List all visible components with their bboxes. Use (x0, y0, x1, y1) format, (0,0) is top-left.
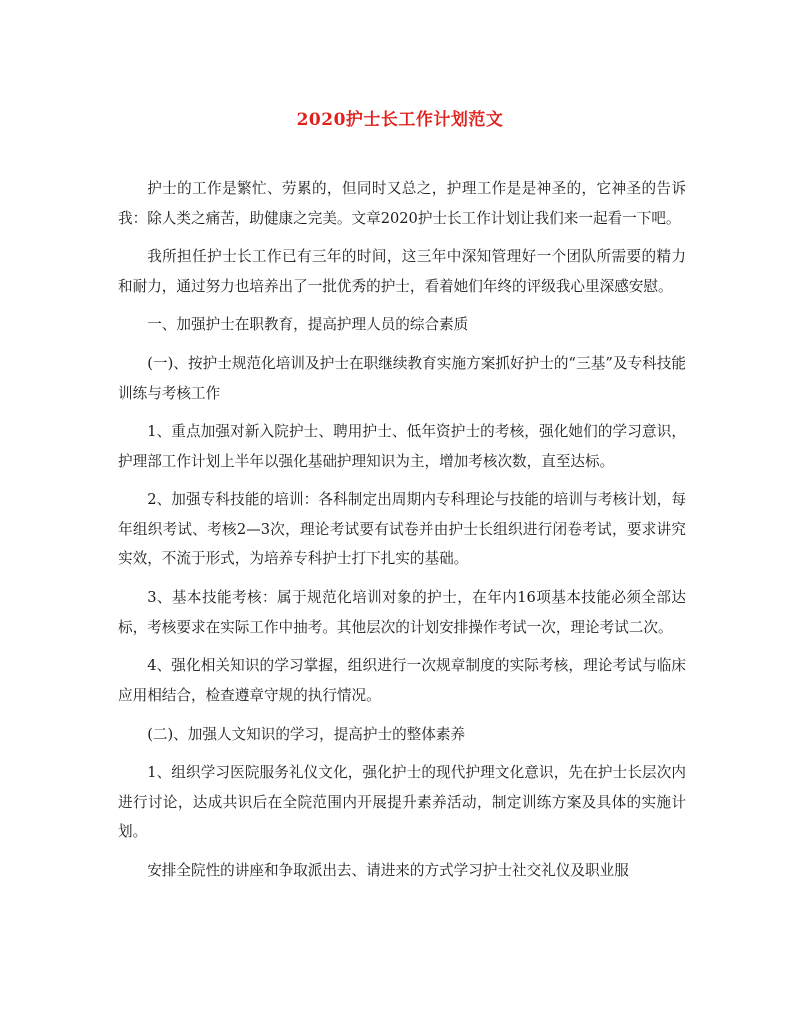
list-item-5: 1、组织学习医院服务礼仪文化，强化护士的现代护理文化意识，先在护士长层次内进行讨论，达成共识后在全院范围内开展提升素养活动，制定训练方案及具体的实施计划。 (118, 764, 686, 841)
list-item-4: 4、强化相关知识的学习掌握，组织进行一次规章制度的实际考核，理论考试与临床应用相结合，检查遵章守规的执行情况。 (118, 657, 686, 704)
list-item-1: 1、重点加强对新入院护士、聘用护士、低年资护士的考核，强化她们的学习意识，护理部工作计划上半年以强化基础护理知识为主，增加考核次数，直至达标。 (118, 423, 686, 470)
document-title: 2020护士长工作计划范文 (296, 110, 504, 130)
paragraph-intro: 护士的工作是繁忙、劳累的，但同时又总之，护理工作是是神圣的，它神圣的告诉我：除人类之痛苦，助健康之完美。文章2020护士长工作计划让我们来一起看一下吧。 (118, 180, 686, 227)
subsection-heading-2: (二)、加强人文知识的学习，提高护士的整体素养 (147, 725, 466, 743)
paragraph-experience: 我所担任护士长工作已有三年的时间，这三年中深知管理好一个团队所需要的精力和耐力，通过努力也培养出了一批优秀的护士，看着她们年终的评级我心里深感安慰。 (118, 248, 686, 295)
paragraph-continuation: 安排全院性的讲座和争取派出去、请进来的方式学习护士社交礼仪及职业服 (147, 861, 629, 879)
subsection-heading-1: (一)、按护士规范化培训及护士在职继续教育实施方案抓好护士的“三基”及专科技能训练与考核工作 (118, 355, 686, 402)
section-heading-1: 一、加强护士在职教育，提高护理人员的综合素质 (147, 316, 469, 334)
document-body (118, 174, 686, 895)
list-item-3: 3、基本技能考核：属于规范化培训对象的护士，在年内16项基本技能必须全部达标，考核要求在实际工作中抽考。其他层次的计划安排操作考试一次，理论考试二次。 (118, 589, 686, 636)
list-item-2: 2、加强专科技能的培训：各科制定出周期内专科理论与技能的培训与考核计划，每年组织考试、考核2—3次，理论考试要有试卷并由护士长组织进行闭卷考试，要求讲究实效，不流于形式，为培养专科护士打下扎实的基础。 (118, 491, 686, 568)
